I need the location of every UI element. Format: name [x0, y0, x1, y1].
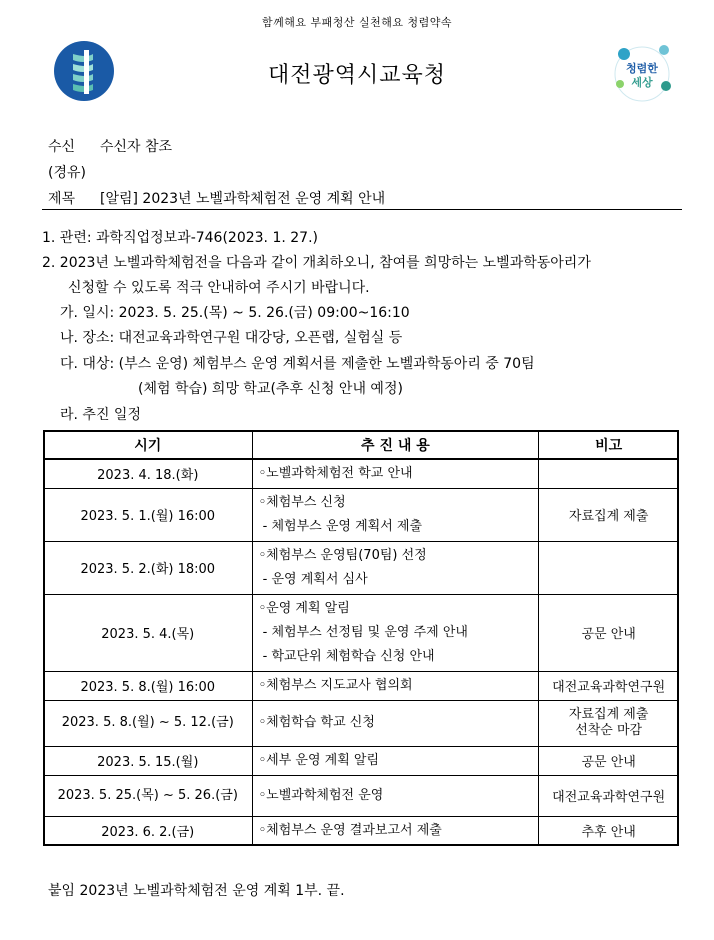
content-line: ◦노벨과학체험전 운영 [258, 787, 384, 803]
integrity-logo-text-bottom: 세상 [631, 76, 653, 89]
row-when: 2023. 5. 4.(목) [44, 594, 253, 671]
organization-name: 대전광역시교육청 [267, 63, 447, 88]
row-when: 2023. 5. 2.(화) 18:00 [44, 541, 253, 594]
place-item: 나. 장소: 대전교육과학연구원 대강당, 오픈랩, 실험실 등 [60, 330, 403, 346]
schedule-heading: 라. 추진 일정 [60, 407, 141, 423]
row-note: 공문 안내 [539, 594, 679, 671]
subject-line [48, 188, 385, 208]
recipient-line [48, 136, 172, 156]
attachment-line: 붙임 2023년 노벨과학체험전 운영 계획 1부. 끝. [48, 883, 345, 899]
table-row [44, 700, 679, 746]
row-note [539, 459, 679, 488]
slogan: 함께해요 부패청산 실천해요 청렴약속 [261, 16, 452, 29]
integrity-logo-text-top: 청렴한 [626, 62, 658, 75]
content-line: ◦체험학습 학교 신청 [258, 715, 375, 730]
row-note: 대전교육과학연구원 [539, 775, 679, 816]
content-line: - 학교단위 체험학습 신청 안내 [258, 648, 435, 664]
row-when: 2023. 5. 25.(목) ~ 5. 26.(금) [44, 775, 253, 816]
row-note: 추후 안내 [539, 816, 679, 845]
row-when: 2023. 5. 1.(월) 16:00 [44, 488, 253, 541]
related-item: 1. 관련: 과학직업정보과-746(2023. 1. 27.) [42, 230, 318, 246]
table-row [44, 816, 679, 845]
row-note: 대전교육과학연구원 [539, 671, 679, 700]
row-content [252, 488, 539, 541]
row-when: 2023. 5. 15.(월) [44, 746, 253, 775]
table-row [44, 671, 679, 700]
header-when: 시기 [44, 431, 253, 460]
row-when: 2023. 4. 18.(화) [44, 459, 253, 488]
table-row [44, 594, 679, 671]
date-item: 가. 일시: 2023. 5. 25.(목) ~ 5. 26.(금) 09:00~16:10 [60, 305, 410, 321]
header-note: 비고 [539, 431, 679, 460]
main-item-line2: 신청할 수 있도록 적극 안내하여 주시기 바랍니다. [68, 280, 370, 296]
table-row [44, 775, 679, 816]
recipient-label: 수신 [48, 139, 76, 155]
row-content [252, 775, 539, 816]
subject-value: [알림] 2023년 노벨과학체험전 운영 계획 안내 [100, 191, 386, 207]
table-header-row [44, 431, 679, 460]
via-line: (경유) [48, 165, 86, 181]
row-content [252, 700, 539, 746]
content-line: ◦노벨과학체험전 학교 안내 [258, 465, 413, 481]
table-row [44, 541, 679, 594]
table-row [44, 459, 679, 488]
header-divider [42, 209, 682, 210]
row-when: 2023. 5. 8.(월) ~ 5. 12.(금) [44, 700, 253, 746]
row-note [539, 541, 679, 594]
integrity-logo [610, 40, 674, 104]
row-content [252, 459, 539, 488]
content-line: ◦체험부스 운영 결과보고서 제출 [258, 822, 442, 838]
row-content [252, 594, 539, 671]
table-row [44, 746, 679, 775]
row-content [252, 541, 539, 594]
row-content [252, 746, 539, 775]
recipient-value: 수신자 참조 [100, 139, 173, 155]
schedule-table [43, 430, 679, 846]
row-note: 자료집계 제출 선착순 마감 [539, 700, 679, 746]
row-content [252, 671, 539, 700]
target-item-line1: 다. 대상: (부스 운영) 체험부스 운영 계획서를 제출한 노벨과학동아리 중 70팀 [60, 356, 535, 372]
content-line: ◦체험부스 지도교사 협의회 [258, 677, 413, 693]
main-item-line1: 2. 2023년 노벨과학체험전을 다음과 같이 개최하오니, 참여를 희망하는 노벨과학동아리가 [42, 255, 591, 271]
row-note: 공문 안내 [539, 746, 679, 775]
content-line: - 체험부스 선정팀 및 운영 주제 안내 [258, 624, 468, 640]
content-line: ◦운영 계획 알림 [258, 600, 350, 616]
content-line: ◦체험부스 운영팀(70팀) 선정 [258, 547, 427, 563]
content-line: ◦세부 운영 계획 알림 [258, 752, 380, 768]
content-line: - 체험부스 운영 계획서 제출 [258, 518, 423, 534]
content-line: ◦체험부스 신청 [258, 494, 346, 510]
target-item-line2: (체험 학습) 희망 학교(추후 신청 안내 예정) [138, 381, 403, 397]
row-when: 2023. 6. 2.(금) [44, 816, 253, 845]
header-content: 추 진 내 용 [252, 431, 539, 460]
row-content [252, 816, 539, 845]
content-line: - 운영 계획서 심사 [258, 571, 368, 587]
subject-label: 제목 [48, 191, 76, 207]
row-when: 2023. 5. 8.(월) 16:00 [44, 671, 253, 700]
table-row [44, 488, 679, 541]
row-note: 자료집계 제출 [539, 488, 679, 541]
